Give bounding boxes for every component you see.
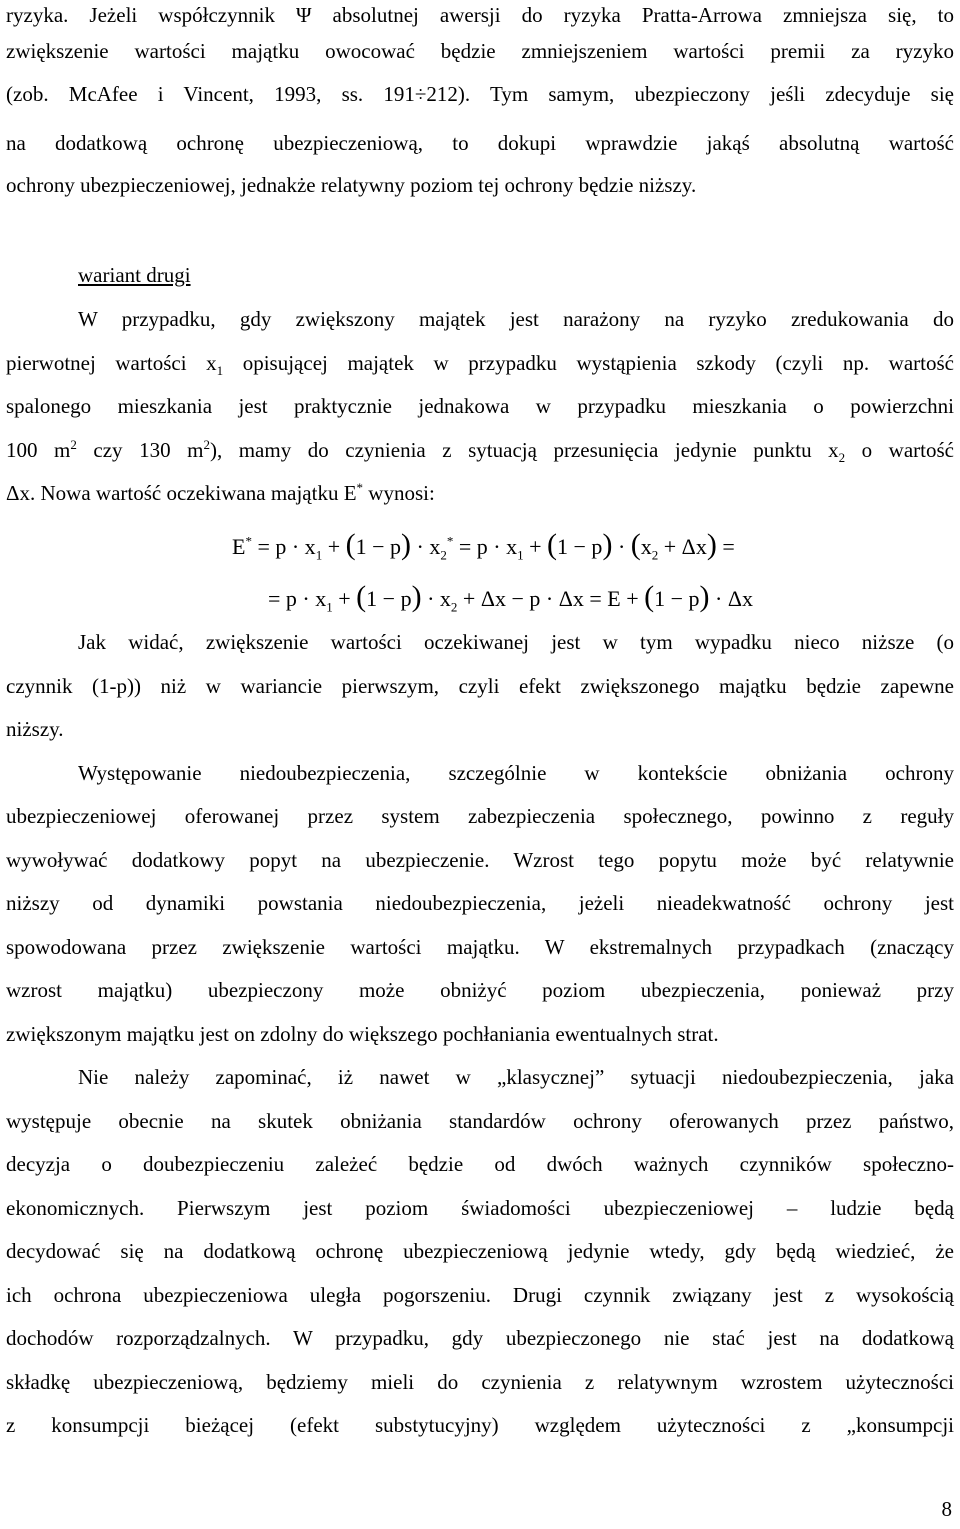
text-line: niższy od dynamiki powstania niedoubezpieczenia, jeżeli nieadekwatność ochrony jest <box>6 891 954 915</box>
text-line: z konsumpcji bieżącej (efekt substytucyjny) względem użyteczności z „konsumpcji <box>6 1413 954 1437</box>
text-line: Jak widać, zwiększenie wartości oczekiwanej jest w tym wypadku nieco niższe (o <box>78 630 954 654</box>
equation-line-2: = $p \cdot x_1 + (1 - p) \cdot x_2 + \Delta x - p \cdot \Delta x = E + (1 - p) \cdot \Delta x$ <box>268 580 754 615</box>
text-line: Δx. Nowa wartość oczekiwana majątku E* wynosi: <box>6 480 435 505</box>
equation-line-1: $E^* = p \cdot x_1 + (1 - p) \cdot x_2^* = p \cdot x_1 + (1 - p) \cdot (x_2 + \Delta x)$ = <box>232 528 735 563</box>
text-line: zwiększonym majątku jest on zdolny do większego pochłaniania ewentualnych strat. <box>6 1022 719 1046</box>
text-line: dochodów rozporządzalnych. W przypadku, gdy ubezpieczonego nie stać jest na dodatkową <box>6 1326 954 1350</box>
text-line: ryzyka. Jeżeli współczynnik Ψ absolutnej awersji do ryzyka Pratta-Arrowa zmniejsza się, to <box>6 3 954 27</box>
text-line: ich ochrona ubezpieczeniowa uległa pogorszeniu. Drugi czynnik związany jest z wysokością <box>6 1283 954 1307</box>
text-line: składkę ubezpieczeniową, będziemy mieli do czynienia z relatywnym wzrostem użyteczności <box>6 1370 954 1394</box>
text-line: na dodatkową ochronę ubezpieczeniową, to dokupi wprawdzie jakąś absolutną wartość <box>6 131 954 155</box>
text-line: pierwotnej wartości $x_1$ opisującej majątek w przypadku wystąpienia szkody (czyli np. wartość <box>6 351 954 379</box>
text-line: ubezpieczeniowej oferowanej przez system zabezpieczenia społecznego, powinno z reguły <box>6 804 954 828</box>
text-line: wzrost majątku) ubezpieczony może obniżyć poziom ubezpieczenia, ponieważ przy <box>6 978 954 1002</box>
text-line: spowodowana przez zwiększenie wartości majątku. W ekstremalnych przypadkach (znaczący <box>6 935 954 959</box>
text-line: Nie należy zapominać, iż nawet w „klasycznej” sytuacji niedoubezpieczenia, jaka <box>78 1065 954 1089</box>
section-heading: wariant drugi <box>78 263 191 287</box>
text-line: 100 $m^2$ czy 130 $m^2$), mamy do czynienia z sytuacją przesunięcia jedynie punktu $x_2$ o wartość <box>6 437 954 466</box>
text-line: W przypadku, gdy zwiększony majątek jest narażony na ryzyko zredukowania do <box>78 307 954 331</box>
text-line: zwiększenie wartości majątku owocować będzie zmniejszeniem wartości premii za ryzyko <box>6 39 954 63</box>
text-line: Występowanie niedoubezpieczenia, szczególnie w kontekście obniżania ochrony <box>78 761 954 785</box>
text-line: (zob. McAfee i Vincent, 1993, ss. 191÷212). Tym samym, ubezpieczony jeśli zdecyduje się <box>6 82 954 106</box>
text-line: czynnik (1-p)) niż w wariancie pierwszym, czyli efekt zwiększonego majątku będzie zapewne <box>6 674 954 698</box>
text-line: ekonomicznych. Pierwszym jest poziom świadomości ubezpieczeniowej – ludzie będą <box>6 1196 954 1220</box>
text-line: niższy. <box>6 717 64 741</box>
page-number: 8 <box>941 1497 952 1521</box>
text-line: ochrony ubezpieczeniowej, jednakże relatywny poziom tej ochrony będzie niższy. <box>6 173 697 197</box>
text-line: wywoływać dodatkowy popyt na ubezpieczenie. Wzrost tego popytu może być relatywnie <box>6 848 954 872</box>
text-line: spalonego mieszkania jest praktycznie jednakowa w przypadku mieszkania o powierzchni <box>6 394 954 418</box>
text-line: decydować się na dodatkową ochronę ubezpieczeniową jedynie wtedy, gdy będą wiedzieć, że <box>6 1239 954 1263</box>
text-line: decyzja o doubezpieczeniu zależeć będzie od dwóch ważnych czynników społeczno- <box>6 1152 954 1176</box>
text-line: występuje obecnie na skutek obniżania standardów ochrony oferowanych przez państwo, <box>6 1109 954 1133</box>
